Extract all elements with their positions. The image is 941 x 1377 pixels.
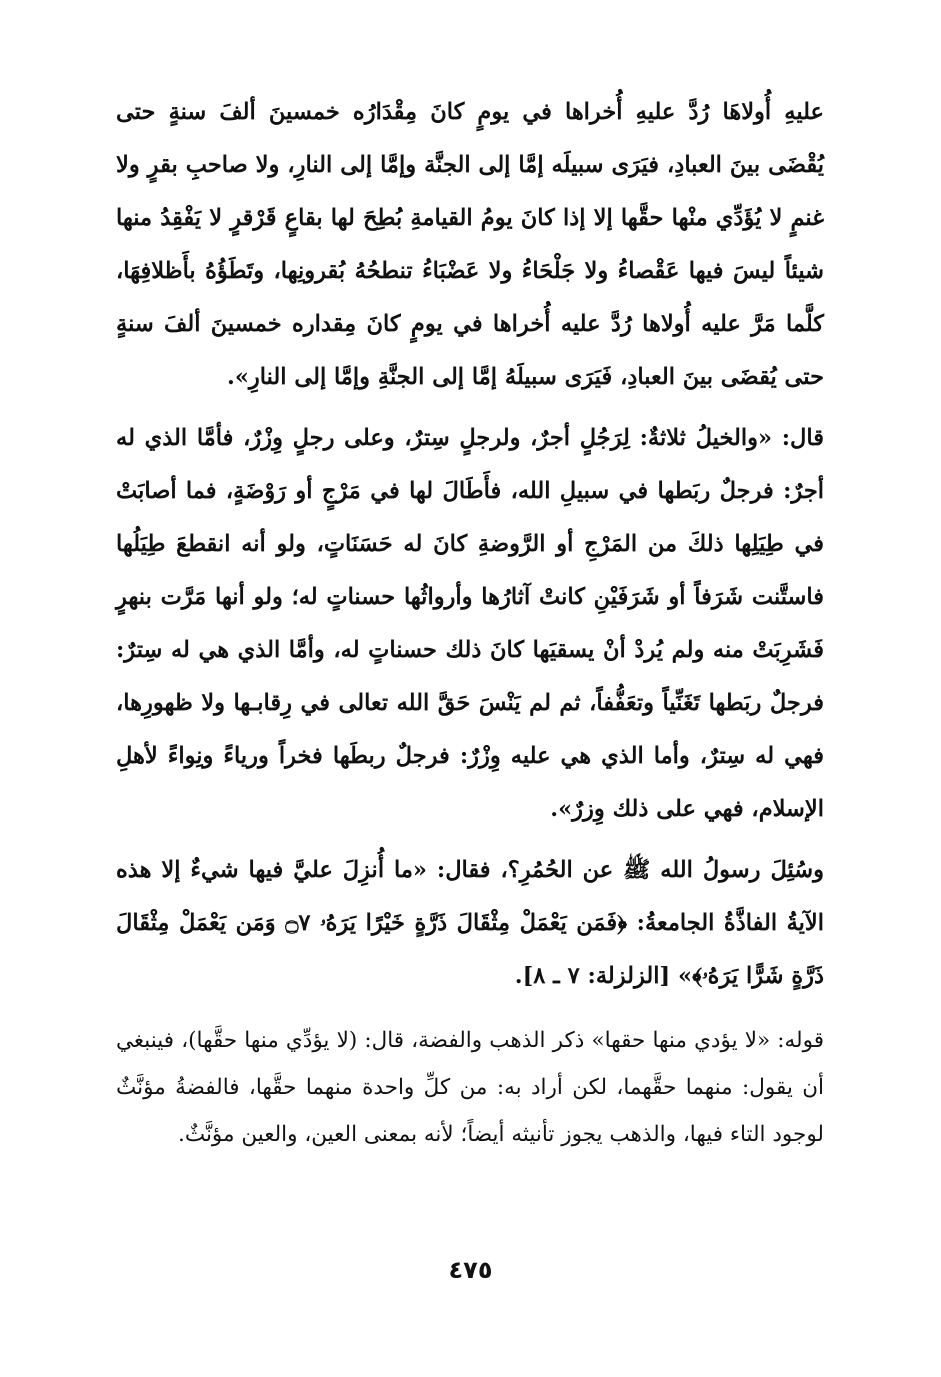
hadith-paragraph-2: قال: «والخيلُ ثلاثةٌ: لِرَجُلٍ أجرٌ، ولرجلٍ سِترٌ، وعلى رجلٍ وِزْرٌ، فأمَّا الذي له أجرٌ: فرجلٌ ربَطها في سبيلِ الله، فأَطَالَ لها في مَرْجٍ أو رَوْضَةٍ، فما أصابَتْ في طِيَلِها ذلكَ من المَرْجِ أو الرَّوضةِ كانَ له حَسَنَاتٍ، ولو أنه انقطعَ طِيَلُها فاستَّنت شَرَفاً أو شَرَفَيْنِ كانتْ آثارُها وأرواثُها حسناتٍ له؛ ولو أنها مَرَّت بنهرٍ فَشَرِبَتْ منه ولم يُردْ أنْ يسقيَها كانَ ذلك حسناتٍ له، وأمَّا الذي هي له سِترٌ: فرجلٌ ربَطها تَغَنِّياً وتعَفُّفاً، ثم لم يَنْسَ حَقَّ الله تعالى في رِقابـها ولا ظهورِها، فهي له سِترٌ، وأما الذي هي عليه وِزْرٌ: فرجلٌ ربطَها فخراً ورياءً ونِواءً لأهلِ الإسلام، فهي على ذلك وِزرٌ». bbox=[116, 425, 824, 822]
commentary-paragraph: قوله: «لا يؤدي منها حقها» ذكر الذهب والفضة، قال: (لا يؤدِّي منها حقَّها)، فينبغي أن يقول: منهما حقَّهما، لكن أراد به: من كلِّ واحدة منهما حقَّها، فالفضةُ مؤنَّثٌ لوجود التاء فيها، والذهب يجوز تأنيثه أيضاً؛ لأنه بمعنى العين، والعين مؤنَّثٌ. bbox=[116, 1028, 824, 1147]
hadith-paragraph-3: وسُئِلَ رسولُ الله ﷺ عن الحُمُرِ؟، فقال: «ما أُنزِلَ عليَّ فيها شيءٌ إلا هذه الآيةُ الفاذَّةُ الجامعةُ: ﴿فَمَن يَعْمَلْ مِثْقَالَ ذَرَّةٍ خَيْرًا يَرَهُۥ ۝٧ وَمَن يَعْمَلْ مِثْقَالَ ذَرَّةٍ شَرًّا يَرَهُۥ﴾» [الزلزلة: ٧ ـ ٨]. bbox=[116, 857, 824, 989]
page-body bbox=[116, 86, 824, 1158]
page-number: ٤٧٥ bbox=[448, 1256, 493, 1284]
hadith-paragraph-1: عليهِ أُولاهَا رُدَّ عليهِ أُخراها في يومٍ كانَ مِقْدَارُه خمسينَ ألفَ سنةٍ حتى يُقْضَى بينَ العبادِ، فيَرَى سبيلَه إمَّا إلى الجنَّة وإمَّا إلى النارِ، ولا صاحبِ بقرٍ ولا غنمٍ لا يُؤَدِّي منْها حقَّها إلا إذا كانَ يومُ القيامةِ بُطِحَ لها بقاعٍ قَرْقرٍ لا يَفْقِدُ منها شيئاً ليسَ فيها عَقْصاءُ ولا جَلْحَاءُ ولا عَضْبَاءُ تنطحُهُ بُقرونِها، وتَطَؤُهُ بأَظلافِهَا، كلَّما مَرَّ عليه أُولاها رُدَّ عليه أُخراها في يومٍ كانَ مِقداره خمسينَ ألفَ سنةٍ حتى يُقضَى بينَ العبادِ، فَيَرَى سبيلَهُ إمَّا إلى الجنَّةِ وإمَّا إلى النارِ». bbox=[116, 99, 824, 390]
